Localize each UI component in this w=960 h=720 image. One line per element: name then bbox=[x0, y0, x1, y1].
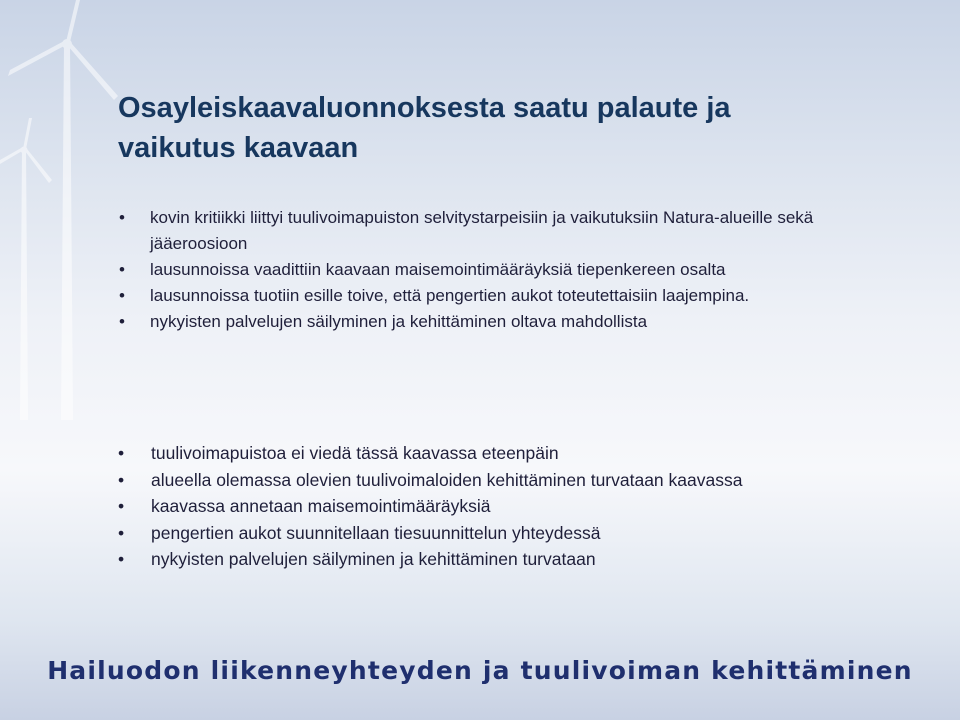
list-item-text: kaavassa annetaan maisemointimääräyksiä bbox=[151, 496, 491, 516]
bullet-icon: • bbox=[119, 260, 125, 279]
list-item-text: tuulivoimapuistoa ei viedä tässä kaavassa eteenpäin bbox=[151, 443, 559, 463]
list-item-text: kovin kritiikki liittyi tuulivoimapuiston selvitystarpeisiin ja vaikutuksiin Natura-alueille sekä jääeroosioon bbox=[150, 208, 814, 253]
bullet-icon: • bbox=[118, 496, 125, 516]
list-item bbox=[119, 257, 839, 283]
list-item-text: pengertien aukot suunnitellaan tiesuunnittelun yhteydessä bbox=[151, 522, 601, 543]
list-item bbox=[118, 467, 918, 494]
list-item-text: nykyisten palvelujen säilyminen ja kehittäminen oltava mahdollista bbox=[150, 312, 648, 331]
footer-banner: Hailuodon liikenneyhteyden ja tuulivoiman kehittäminen bbox=[47, 656, 913, 685]
bullet-icon: • bbox=[119, 208, 125, 227]
list-item bbox=[119, 309, 839, 335]
impact-list bbox=[118, 440, 918, 573]
slide-title-line: vaikutus kaavaan bbox=[118, 132, 359, 164]
list-item bbox=[118, 493, 918, 520]
list-item-text: alueella olemassa olevien tuulivoimaloiden kehittäminen turvataan kaavassa bbox=[151, 469, 743, 490]
slide-title-line: Osayleiskaavaluonnoksesta saatu palaute ja bbox=[118, 92, 731, 124]
list-item-text: lausunnoissa tuotiin esille toive, että pengertien aukot toteutettaisiin laajempina. bbox=[150, 286, 750, 305]
slide-title bbox=[118, 88, 878, 168]
bullet-icon: • bbox=[118, 443, 125, 463]
list-item-text: lausunnoissa vaadittiin kaavaan maisemointimääräyksiä tiepenkereen osalta bbox=[150, 260, 726, 279]
bullet-icon: • bbox=[118, 549, 125, 569]
list-item bbox=[119, 205, 839, 257]
bullet-icon: • bbox=[118, 522, 125, 543]
bullet-icon: • bbox=[118, 469, 125, 490]
bullet-icon: • bbox=[119, 286, 125, 305]
list-item-text: nykyisten palvelujen säilyminen ja kehittäminen turvataan bbox=[151, 549, 596, 569]
feedback-list bbox=[119, 205, 839, 335]
bullet-icon: • bbox=[119, 312, 125, 331]
list-item bbox=[118, 440, 918, 467]
list-item bbox=[118, 546, 918, 573]
list-item bbox=[118, 520, 918, 547]
list-item bbox=[119, 283, 839, 309]
